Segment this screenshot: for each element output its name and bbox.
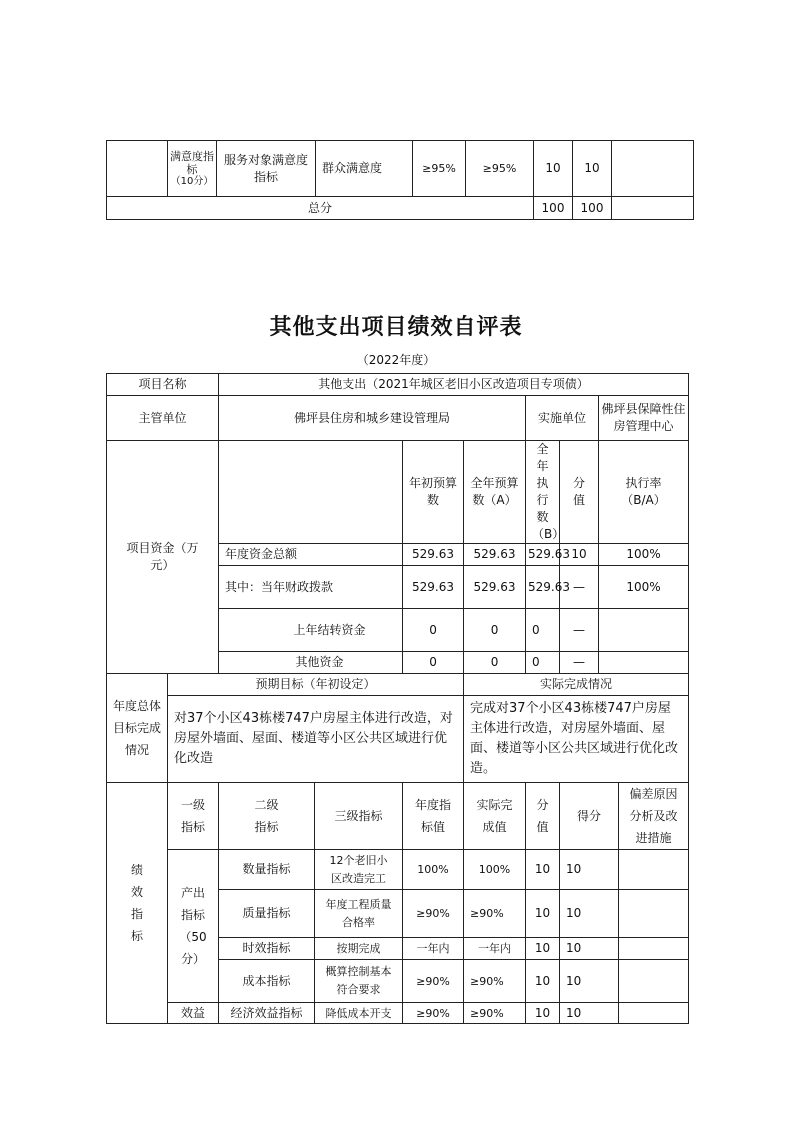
funds-header-initial: 年初预算数	[403, 441, 464, 544]
perf-deviation	[619, 850, 689, 890]
funds-row-name: 其中：当年财政拨款	[219, 566, 403, 609]
funds-row-name: 年度资金总额	[219, 544, 403, 566]
perf-header-target: 年度指标值	[403, 783, 464, 850]
perf-weight: 10	[526, 938, 560, 960]
perf-target: 一年内	[403, 938, 464, 960]
benefit-score: 10	[560, 1003, 619, 1024]
perf-score: 10	[560, 890, 619, 938]
output-indicator-label: 产出指标（50分）	[168, 850, 219, 1003]
funds-row-name: 其他资金	[219, 652, 403, 674]
funds-row-annual: 529.63	[464, 566, 526, 609]
actual-value-cell: ≥95%	[466, 141, 534, 197]
funds-header-rate: 执行率（B/A）	[599, 441, 689, 544]
funds-row-executed: 0	[526, 609, 560, 652]
project-name-label: 项目名称	[107, 374, 219, 396]
public-satisfaction-cell: 群众满意度	[316, 141, 413, 197]
perf-level2: 质量指标	[219, 890, 315, 938]
funds-row-executed: 0	[526, 652, 560, 674]
perf-level3: 概算控制基本符合要求	[315, 960, 403, 1003]
goals-expected-header: 预期目标（年初设定）	[168, 674, 464, 696]
funds-row-initial: 529.63	[403, 566, 464, 609]
benefit-deviation	[619, 1003, 689, 1024]
perf-level2: 时效指标	[219, 938, 315, 960]
funds-row-name: 上年结转资金	[219, 609, 403, 652]
funds-row-rate: 100%	[599, 544, 689, 566]
perf-level2: 数量指标	[219, 850, 315, 890]
funds-header-blank	[219, 441, 403, 544]
perf-actual: ≥90%	[464, 890, 526, 938]
perf-actual: 100%	[464, 850, 526, 890]
total-score-cell: 100	[573, 197, 612, 220]
funds-row-weight: 10	[560, 544, 599, 566]
benefit-target: ≥90%	[403, 1003, 464, 1024]
satisfaction-indicator-label: 满意度指标	[170, 150, 214, 176]
funds-label: 项目资金（万元）	[107, 441, 219, 674]
perf-level3: 12个老旧小区改造完工	[315, 850, 403, 890]
funds-row-initial: 0	[403, 609, 464, 652]
funds-row-weight: —	[560, 609, 599, 652]
empty-cell	[612, 141, 694, 197]
perf-level2: 成本指标	[219, 960, 315, 1003]
total-label-cell: 总分	[107, 197, 534, 220]
perf-deviation	[619, 938, 689, 960]
perf-weight: 10	[526, 890, 560, 938]
perf-header-level2: 二级指标	[219, 783, 315, 850]
perf-header-deviation: 偏差原因分析及改进措施	[619, 783, 689, 850]
benefit-level3: 降低成本开支	[315, 1003, 403, 1024]
benefit-weight: 10	[526, 1003, 560, 1024]
funds-row-initial: 529.63	[403, 544, 464, 566]
benefit-level1: 效益	[168, 1003, 219, 1024]
perf-score: 10	[560, 850, 619, 890]
total-weight-cell: 100	[534, 197, 573, 220]
funds-row-annual: 0	[464, 609, 526, 652]
funds-row-weight: —	[560, 652, 599, 674]
goals-actual-text: 完成对37个小区43栋楼747户房屋主体进行改造，对房屋外墙面、屋面、楼道等小区公共区域进行优化改造。	[464, 696, 689, 783]
perf-target: ≥90%	[403, 890, 464, 938]
perf-actual: ≥90%	[464, 960, 526, 1003]
funds-header-annual: 全年预算数（A）	[464, 441, 526, 544]
self-evaluation-table	[106, 373, 689, 1024]
perf-header-actual: 实际完成值	[464, 783, 526, 850]
funds-row-initial: 0	[403, 652, 464, 674]
benefit-level2: 经济效益指标	[219, 1003, 315, 1024]
perf-score: 10	[560, 960, 619, 1003]
perf-deviation	[619, 960, 689, 1003]
funds-row-executed: 529.63	[526, 544, 560, 566]
perf-level3: 按期完成	[315, 938, 403, 960]
funds-row-annual: 0	[464, 652, 526, 674]
perf-weight: 10	[526, 960, 560, 1003]
benefit-actual: ≥90%	[464, 1003, 526, 1024]
impl-label: 实施单位	[526, 396, 599, 441]
funds-row-executed: 529.63	[526, 566, 560, 609]
goals-label: 年度总体目标完成情况	[107, 674, 168, 783]
dept-value: 佛坪县住房和城乡建设管理局	[219, 396, 526, 441]
funds-row-rate	[599, 652, 689, 674]
score-cell: 10	[573, 141, 612, 197]
service-satisfaction-cell: 服务对象满意度指标	[217, 141, 316, 197]
dept-label: 主管单位	[107, 396, 219, 441]
goals-expected-text: 对37个小区43栋楼747户房屋主体进行改造，对房屋外墙面、屋面、楼道等小区公共区域进行优化改造	[168, 696, 464, 783]
funds-header-executed: 全年执行数（B）	[526, 441, 560, 544]
satisfaction-points-label: （10分）	[170, 176, 214, 187]
empty-cell	[612, 197, 694, 220]
empty-cell	[107, 141, 168, 197]
funds-row-rate: 100%	[599, 566, 689, 609]
perf-header-weight: 分值	[526, 783, 560, 850]
goals-actual-header: 实际完成情况	[464, 674, 689, 696]
performance-label: 绩效指标	[107, 783, 168, 1024]
satisfaction-indicator-cell	[168, 141, 217, 197]
funds-row-annual: 529.63	[464, 544, 526, 566]
perf-level3: 年度工程质量合格率	[315, 890, 403, 938]
page-title: 其他支出项目绩效自评表	[269, 314, 523, 340]
perf-target: 100%	[403, 850, 464, 890]
perf-header-score: 得分	[560, 783, 619, 850]
perf-actual: 一年内	[464, 938, 526, 960]
weight-cell: 10	[534, 141, 573, 197]
perf-weight: 10	[526, 850, 560, 890]
perf-header-level1: 一级指标	[168, 783, 219, 850]
project-name-value: 其他支出（2021年城区老旧小区改造项目专项债）	[219, 374, 689, 396]
perf-header-level3: 三级指标	[315, 783, 403, 850]
target-value-cell: ≥95%	[413, 141, 466, 197]
funds-row-rate	[599, 609, 689, 652]
funds-header-weight: 分值	[560, 441, 599, 544]
perf-deviation	[619, 890, 689, 938]
perf-target: ≥90%	[403, 960, 464, 1003]
perf-score: 10	[560, 938, 619, 960]
page-subtitle: （2022年度）	[356, 353, 436, 367]
continued-table	[106, 140, 694, 220]
funds-row-weight: —	[560, 566, 599, 609]
impl-value: 佛坪县保障性住房管理中心	[599, 396, 689, 441]
